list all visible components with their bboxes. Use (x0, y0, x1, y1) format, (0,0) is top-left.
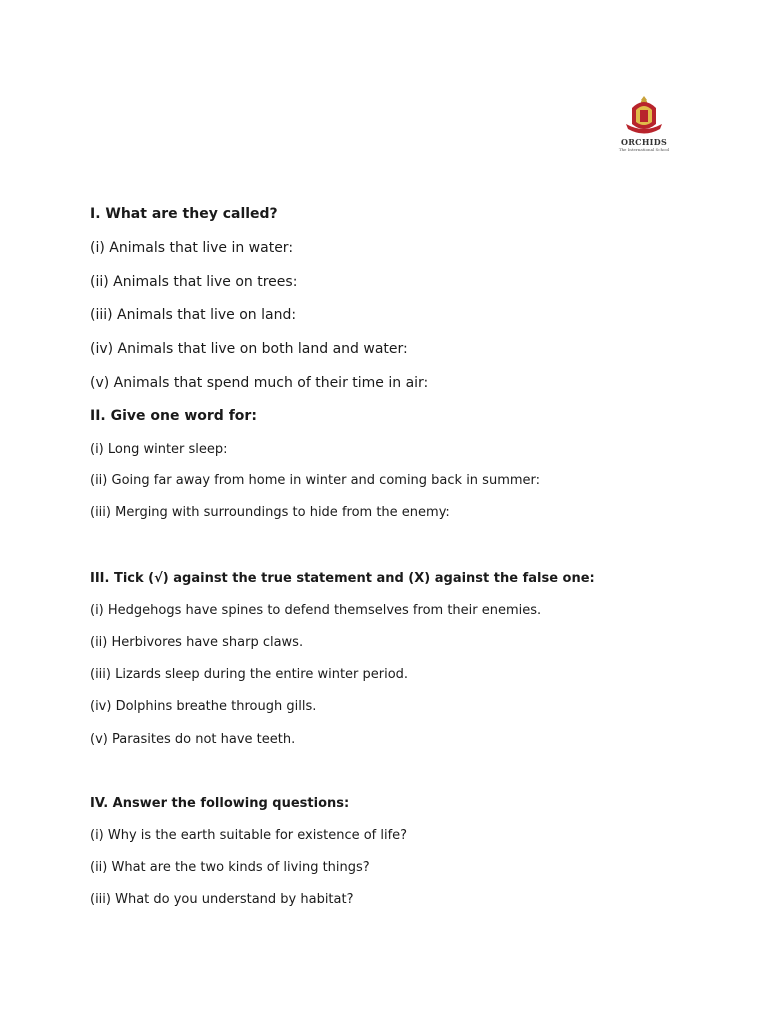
logo-name: ORCHIDS (620, 137, 668, 147)
question-item: (iii) Merging with surroundings to hide from the enemy: (90, 505, 450, 520)
question-item: (iii) Animals that live on land: (90, 307, 297, 323)
question-item: (ii) Going far away from home in winter and coming back in summer: (90, 473, 541, 488)
question-item: (v) Parasites do not have teeth. (90, 732, 296, 747)
section-heading: III. Tick (√) against the true statement and (X) against the false one: (90, 571, 595, 586)
question-item: (iv) Dolphins breathe through gills. (90, 699, 317, 714)
question-item: (i) Animals that live in water: (90, 240, 294, 256)
question-item: (ii) Animals that live on trees: (90, 274, 298, 290)
logo-tagline: The International School (618, 147, 670, 152)
question-item: (v) Animals that spend much of their time in air: (90, 375, 429, 391)
section-heading: I. What are they called? (90, 206, 278, 222)
section-heading: IV. Answer the following questions: (90, 796, 350, 811)
section-heading: II. Give one word for: (90, 408, 257, 424)
question-item: (ii) What are the two kinds of living things? (90, 860, 370, 875)
crest-icon (614, 94, 674, 136)
question-item: (i) Why is the earth suitable for existence of life? (90, 828, 408, 843)
question-item: (iii) Lizards sleep during the entire winter period. (90, 667, 409, 682)
question-item: (i) Hedgehogs have spines to defend themselves from their enemies. (90, 603, 542, 618)
question-item: (ii) Herbivores have sharp claws. (90, 635, 304, 650)
question-item: (iv) Animals that live on both land and water: (90, 341, 408, 357)
school-logo (614, 94, 674, 154)
question-item: (i) Long winter sleep: (90, 442, 228, 457)
question-item: (iii) What do you understand by habitat? (90, 892, 354, 907)
